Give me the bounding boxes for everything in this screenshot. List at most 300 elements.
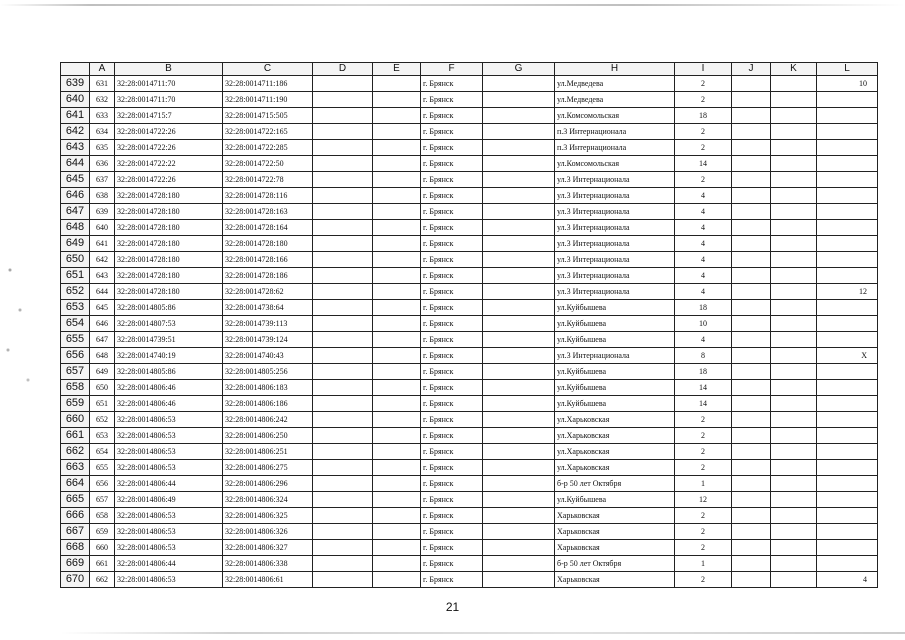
cell-l[interactable] xyxy=(817,380,878,396)
cell-f[interactable]: г. Брянск xyxy=(421,396,483,412)
cell-c[interactable]: 32:28:0014728:62 xyxy=(223,284,313,300)
cell-e[interactable] xyxy=(373,572,421,588)
cell-f[interactable]: г. Брянск xyxy=(421,332,483,348)
cell-f[interactable]: г. Брянск xyxy=(421,380,483,396)
cell-g[interactable] xyxy=(483,412,555,428)
cell-l[interactable] xyxy=(817,332,878,348)
cell-k[interactable] xyxy=(771,252,817,268)
cell-d[interactable] xyxy=(313,252,373,268)
cell-b[interactable]: 32:28:0014728:180 xyxy=(115,204,223,220)
cell-f[interactable]: г. Брянск xyxy=(421,108,483,124)
row-header[interactable]: 666 xyxy=(61,508,90,524)
cell-h[interactable]: ул.Медведева xyxy=(555,76,675,92)
cell-f[interactable]: г. Брянск xyxy=(421,76,483,92)
cell-b[interactable]: 32:28:0014722:26 xyxy=(115,172,223,188)
cell-f[interactable]: г. Брянск xyxy=(421,508,483,524)
cell-j[interactable] xyxy=(732,108,771,124)
cell-d[interactable] xyxy=(313,364,373,380)
cell-i[interactable]: 2 xyxy=(675,412,732,428)
cell-k[interactable] xyxy=(771,476,817,492)
column-header-i[interactable]: I xyxy=(675,63,732,76)
cell-e[interactable] xyxy=(373,204,421,220)
row-header[interactable]: 656 xyxy=(61,348,90,364)
cell-e[interactable] xyxy=(373,492,421,508)
cell-c[interactable]: 32:28:0014805:256 xyxy=(223,364,313,380)
cell-d[interactable] xyxy=(313,188,373,204)
cell-d[interactable] xyxy=(313,476,373,492)
cell-h[interactable]: б-р 50 лет Октября xyxy=(555,476,675,492)
cell-h[interactable]: ул.Куйбышева xyxy=(555,332,675,348)
cell-a[interactable]: 646 xyxy=(90,316,115,332)
cell-c[interactable]: 32:28:0014806:338 xyxy=(223,556,313,572)
cell-i[interactable]: 18 xyxy=(675,300,732,316)
cell-j[interactable] xyxy=(732,348,771,364)
cell-a[interactable]: 656 xyxy=(90,476,115,492)
cell-i[interactable]: 2 xyxy=(675,92,732,108)
row-header[interactable]: 642 xyxy=(61,124,90,140)
cell-c[interactable]: 32:28:0014806:183 xyxy=(223,380,313,396)
cell-a[interactable]: 637 xyxy=(90,172,115,188)
column-header-a[interactable]: A xyxy=(90,63,115,76)
cell-e[interactable] xyxy=(373,172,421,188)
cell-l[interactable] xyxy=(817,524,878,540)
row-header[interactable]: 661 xyxy=(61,428,90,444)
cell-e[interactable] xyxy=(373,348,421,364)
column-header-b[interactable]: B xyxy=(115,63,223,76)
cell-l[interactable] xyxy=(817,268,878,284)
cell-h[interactable]: ул.3 Интернационала xyxy=(555,220,675,236)
cell-j[interactable] xyxy=(732,572,771,588)
cell-c[interactable]: 32:28:0014728:164 xyxy=(223,220,313,236)
cell-g[interactable] xyxy=(483,364,555,380)
cell-b[interactable]: 32:28:0014806:46 xyxy=(115,380,223,396)
cell-h[interactable]: ул.Куйбышева xyxy=(555,396,675,412)
cell-i[interactable]: 14 xyxy=(675,156,732,172)
cell-b[interactable]: 32:28:0014805:86 xyxy=(115,364,223,380)
cell-j[interactable] xyxy=(732,476,771,492)
cell-e[interactable] xyxy=(373,268,421,284)
cell-f[interactable]: г. Брянск xyxy=(421,348,483,364)
cell-l[interactable] xyxy=(817,492,878,508)
cell-h[interactable]: ул.Медведева xyxy=(555,92,675,108)
row-header[interactable]: 653 xyxy=(61,300,90,316)
cell-b[interactable]: 32:28:0014806:53 xyxy=(115,428,223,444)
column-header-e[interactable]: E xyxy=(373,63,421,76)
cell-g[interactable] xyxy=(483,236,555,252)
cell-e[interactable] xyxy=(373,460,421,476)
cell-i[interactable]: 2 xyxy=(675,540,732,556)
cell-h[interactable]: ул.Харьковская xyxy=(555,444,675,460)
cell-h[interactable]: ул.3 Интернационала xyxy=(555,204,675,220)
cell-c[interactable]: 32:28:0014806:275 xyxy=(223,460,313,476)
cell-k[interactable] xyxy=(771,556,817,572)
cell-k[interactable] xyxy=(771,204,817,220)
column-header-h[interactable]: H xyxy=(555,63,675,76)
cell-b[interactable]: 32:28:0014739:51 xyxy=(115,332,223,348)
row-header[interactable]: 657 xyxy=(61,364,90,380)
cell-l[interactable] xyxy=(817,124,878,140)
cell-d[interactable] xyxy=(313,396,373,412)
cell-a[interactable]: 655 xyxy=(90,460,115,476)
cell-j[interactable] xyxy=(732,284,771,300)
cell-h[interactable]: Харьковская xyxy=(555,540,675,556)
cell-l[interactable] xyxy=(817,556,878,572)
cell-f[interactable]: г. Брянск xyxy=(421,140,483,156)
cell-f[interactable]: г. Брянск xyxy=(421,172,483,188)
cell-a[interactable]: 631 xyxy=(90,76,115,92)
cell-d[interactable] xyxy=(313,524,373,540)
cell-i[interactable]: 10 xyxy=(675,316,732,332)
cell-h[interactable]: б-р 50 лет Октября xyxy=(555,556,675,572)
cell-i[interactable]: 12 xyxy=(675,492,732,508)
row-header[interactable]: 647 xyxy=(61,204,90,220)
cell-d[interactable] xyxy=(313,204,373,220)
cell-i[interactable]: 2 xyxy=(675,76,732,92)
cell-c[interactable]: 32:28:0014728:166 xyxy=(223,252,313,268)
cell-g[interactable] xyxy=(483,172,555,188)
cell-k[interactable] xyxy=(771,492,817,508)
cell-k[interactable] xyxy=(771,316,817,332)
cell-g[interactable] xyxy=(483,252,555,268)
cell-g[interactable] xyxy=(483,508,555,524)
cell-d[interactable] xyxy=(313,508,373,524)
cell-g[interactable] xyxy=(483,204,555,220)
cell-f[interactable]: г. Брянск xyxy=(421,156,483,172)
cell-g[interactable] xyxy=(483,524,555,540)
cell-b[interactable]: 32:28:0014806:44 xyxy=(115,476,223,492)
cell-j[interactable] xyxy=(732,444,771,460)
row-header[interactable]: 664 xyxy=(61,476,90,492)
cell-k[interactable] xyxy=(771,572,817,588)
cell-b[interactable]: 32:28:0014807:53 xyxy=(115,316,223,332)
row-header[interactable]: 659 xyxy=(61,396,90,412)
row-header[interactable]: 655 xyxy=(61,332,90,348)
cell-e[interactable] xyxy=(373,156,421,172)
cell-h[interactable]: ул.3 Интернационала xyxy=(555,348,675,364)
cell-i[interactable]: 2 xyxy=(675,124,732,140)
cell-l[interactable]: 4 xyxy=(817,572,878,588)
cell-a[interactable]: 659 xyxy=(90,524,115,540)
cell-b[interactable]: 32:28:0014806:53 xyxy=(115,412,223,428)
cell-k[interactable] xyxy=(771,508,817,524)
cell-c[interactable]: 32:28:0014806:186 xyxy=(223,396,313,412)
cell-h[interactable]: ул.Харьковская xyxy=(555,460,675,476)
cell-d[interactable] xyxy=(313,300,373,316)
row-header[interactable]: 663 xyxy=(61,460,90,476)
cell-k[interactable] xyxy=(771,460,817,476)
row-header[interactable]: 662 xyxy=(61,444,90,460)
cell-g[interactable] xyxy=(483,396,555,412)
cell-g[interactable] xyxy=(483,316,555,332)
cell-l[interactable] xyxy=(817,188,878,204)
cell-f[interactable]: г. Брянск xyxy=(421,188,483,204)
row-header[interactable]: 660 xyxy=(61,412,90,428)
cell-j[interactable] xyxy=(732,460,771,476)
cell-i[interactable]: 2 xyxy=(675,508,732,524)
row-header[interactable]: 667 xyxy=(61,524,90,540)
column-header-g[interactable]: G xyxy=(483,63,555,76)
cell-i[interactable]: 2 xyxy=(675,140,732,156)
cell-f[interactable]: г. Брянск xyxy=(421,540,483,556)
cell-g[interactable] xyxy=(483,476,555,492)
cell-g[interactable] xyxy=(483,444,555,460)
cell-i[interactable]: 2 xyxy=(675,172,732,188)
cell-l[interactable]: 12 xyxy=(817,284,878,300)
cell-b[interactable]: 32:28:0014711:70 xyxy=(115,76,223,92)
cell-d[interactable] xyxy=(313,172,373,188)
row-header[interactable]: 658 xyxy=(61,380,90,396)
cell-i[interactable]: 4 xyxy=(675,332,732,348)
cell-c[interactable]: 32:28:0014722:50 xyxy=(223,156,313,172)
cell-f[interactable]: г. Брянск xyxy=(421,124,483,140)
cell-g[interactable] xyxy=(483,92,555,108)
cell-j[interactable] xyxy=(732,236,771,252)
cell-d[interactable] xyxy=(313,76,373,92)
cell-e[interactable] xyxy=(373,332,421,348)
cell-c[interactable]: 32:28:0014728:186 xyxy=(223,268,313,284)
cell-h[interactable]: ул.Харьковская xyxy=(555,412,675,428)
cell-h[interactable]: ул.Комсомольская xyxy=(555,108,675,124)
column-header-j[interactable]: J xyxy=(732,63,771,76)
cell-c[interactable]: 32:28:0014722:285 xyxy=(223,140,313,156)
cell-j[interactable] xyxy=(732,220,771,236)
cell-j[interactable] xyxy=(732,540,771,556)
cell-d[interactable] xyxy=(313,284,373,300)
cell-f[interactable]: г. Брянск xyxy=(421,92,483,108)
cell-j[interactable] xyxy=(732,508,771,524)
cell-e[interactable] xyxy=(373,220,421,236)
cell-j[interactable] xyxy=(732,332,771,348)
cell-f[interactable]: г. Брянск xyxy=(421,284,483,300)
cell-e[interactable] xyxy=(373,524,421,540)
row-header[interactable]: 668 xyxy=(61,540,90,556)
cell-l[interactable] xyxy=(817,396,878,412)
cell-b[interactable]: 32:28:0014728:180 xyxy=(115,220,223,236)
cell-k[interactable] xyxy=(771,396,817,412)
cell-a[interactable]: 632 xyxy=(90,92,115,108)
cell-f[interactable]: г. Брянск xyxy=(421,492,483,508)
cell-j[interactable] xyxy=(732,268,771,284)
cell-i[interactable]: 1 xyxy=(675,476,732,492)
cell-b[interactable]: 32:28:0014728:180 xyxy=(115,252,223,268)
cell-d[interactable] xyxy=(313,108,373,124)
cell-e[interactable] xyxy=(373,444,421,460)
cell-h[interactable]: ул.Харьковская xyxy=(555,428,675,444)
cell-g[interactable] xyxy=(483,460,555,476)
cell-b[interactable]: 32:28:0014728:180 xyxy=(115,188,223,204)
cell-h[interactable]: ул.3 Интернационала xyxy=(555,284,675,300)
cell-g[interactable] xyxy=(483,268,555,284)
cell-c[interactable]: 32:28:0014722:78 xyxy=(223,172,313,188)
cell-f[interactable]: г. Брянск xyxy=(421,524,483,540)
cell-c[interactable]: 32:28:0014806:327 xyxy=(223,540,313,556)
cell-e[interactable] xyxy=(373,284,421,300)
cell-l[interactable] xyxy=(817,412,878,428)
cell-f[interactable]: г. Брянск xyxy=(421,236,483,252)
cell-e[interactable] xyxy=(373,364,421,380)
column-header-d[interactable]: D xyxy=(313,63,373,76)
cell-c[interactable]: 32:28:0014806:251 xyxy=(223,444,313,460)
cell-g[interactable] xyxy=(483,540,555,556)
cell-i[interactable]: 4 xyxy=(675,284,732,300)
row-header[interactable]: 640 xyxy=(61,92,90,108)
row-header[interactable]: 646 xyxy=(61,188,90,204)
column-header-k[interactable]: K xyxy=(771,63,817,76)
cell-k[interactable] xyxy=(771,268,817,284)
cell-a[interactable]: 641 xyxy=(90,236,115,252)
cell-b[interactable]: 32:28:0014806:46 xyxy=(115,396,223,412)
cell-c[interactable]: 32:28:0014806:61 xyxy=(223,572,313,588)
cell-g[interactable] xyxy=(483,348,555,364)
cell-g[interactable] xyxy=(483,428,555,444)
cell-g[interactable] xyxy=(483,300,555,316)
cell-d[interactable] xyxy=(313,380,373,396)
cell-c[interactable]: 32:28:0014739:124 xyxy=(223,332,313,348)
cell-g[interactable] xyxy=(483,380,555,396)
cell-k[interactable] xyxy=(771,300,817,316)
cell-e[interactable] xyxy=(373,92,421,108)
cell-j[interactable] xyxy=(732,412,771,428)
row-header[interactable]: 645 xyxy=(61,172,90,188)
cell-a[interactable]: 647 xyxy=(90,332,115,348)
cell-d[interactable] xyxy=(313,492,373,508)
cell-i[interactable]: 4 xyxy=(675,236,732,252)
cell-g[interactable] xyxy=(483,108,555,124)
cell-f[interactable]: г. Брянск xyxy=(421,428,483,444)
cell-l[interactable] xyxy=(817,508,878,524)
cell-i[interactable]: 1 xyxy=(675,556,732,572)
cell-f[interactable]: г. Брянск xyxy=(421,220,483,236)
cell-e[interactable] xyxy=(373,76,421,92)
cell-h[interactable]: Харьковская xyxy=(555,572,675,588)
cell-l[interactable] xyxy=(817,444,878,460)
cell-c[interactable]: 32:28:0014728:163 xyxy=(223,204,313,220)
cell-k[interactable] xyxy=(771,92,817,108)
cell-k[interactable] xyxy=(771,76,817,92)
cell-k[interactable] xyxy=(771,108,817,124)
cell-i[interactable]: 4 xyxy=(675,188,732,204)
cell-l[interactable] xyxy=(817,300,878,316)
cell-d[interactable] xyxy=(313,572,373,588)
cell-l[interactable] xyxy=(817,172,878,188)
cell-a[interactable]: 643 xyxy=(90,268,115,284)
cell-l[interactable] xyxy=(817,108,878,124)
cell-c[interactable]: 32:28:0014722:165 xyxy=(223,124,313,140)
cell-l[interactable] xyxy=(817,140,878,156)
cell-c[interactable]: 32:28:0014738:64 xyxy=(223,300,313,316)
cell-l[interactable] xyxy=(817,220,878,236)
cell-e[interactable] xyxy=(373,188,421,204)
cell-c[interactable]: 32:28:0014806:324 xyxy=(223,492,313,508)
cell-l[interactable]: 10 xyxy=(817,76,878,92)
cell-k[interactable] xyxy=(771,140,817,156)
cell-d[interactable] xyxy=(313,348,373,364)
cell-j[interactable] xyxy=(732,492,771,508)
cell-c[interactable]: 32:28:0014806:250 xyxy=(223,428,313,444)
cell-e[interactable] xyxy=(373,108,421,124)
cell-j[interactable] xyxy=(732,316,771,332)
cell-j[interactable] xyxy=(732,204,771,220)
cell-a[interactable]: 639 xyxy=(90,204,115,220)
cell-e[interactable] xyxy=(373,428,421,444)
cell-b[interactable]: 32:28:0014722:26 xyxy=(115,124,223,140)
cell-k[interactable] xyxy=(771,428,817,444)
cell-k[interactable] xyxy=(771,124,817,140)
cell-b[interactable]: 32:28:0014728:180 xyxy=(115,268,223,284)
cell-d[interactable] xyxy=(313,124,373,140)
cell-a[interactable]: 640 xyxy=(90,220,115,236)
cell-g[interactable] xyxy=(483,220,555,236)
cell-a[interactable]: 642 xyxy=(90,252,115,268)
cell-b[interactable]: 32:28:0014805:86 xyxy=(115,300,223,316)
cell-a[interactable]: 633 xyxy=(90,108,115,124)
cell-a[interactable]: 654 xyxy=(90,444,115,460)
cell-f[interactable]: г. Брянск xyxy=(421,252,483,268)
cell-i[interactable]: 4 xyxy=(675,268,732,284)
cell-g[interactable] xyxy=(483,140,555,156)
cell-c[interactable]: 32:28:0014806:325 xyxy=(223,508,313,524)
cell-d[interactable] xyxy=(313,220,373,236)
cell-f[interactable]: г. Брянск xyxy=(421,476,483,492)
cell-c[interactable]: 32:28:0014806:296 xyxy=(223,476,313,492)
row-header[interactable]: 644 xyxy=(61,156,90,172)
cell-i[interactable]: 4 xyxy=(675,204,732,220)
cell-c[interactable]: 32:28:0014728:116 xyxy=(223,188,313,204)
column-header-c[interactable]: C xyxy=(223,63,313,76)
cell-d[interactable] xyxy=(313,92,373,108)
cell-f[interactable]: г. Брянск xyxy=(421,364,483,380)
cell-a[interactable]: 661 xyxy=(90,556,115,572)
row-header[interactable]: 643 xyxy=(61,140,90,156)
cell-l[interactable] xyxy=(817,236,878,252)
cell-b[interactable]: 32:28:0014806:53 xyxy=(115,444,223,460)
cell-g[interactable] xyxy=(483,556,555,572)
cell-k[interactable] xyxy=(771,220,817,236)
cell-k[interactable] xyxy=(771,540,817,556)
cell-j[interactable] xyxy=(732,188,771,204)
cell-h[interactable]: ул.3 Интернационала xyxy=(555,252,675,268)
cell-g[interactable] xyxy=(483,572,555,588)
cell-b[interactable]: 32:28:0014806:53 xyxy=(115,572,223,588)
cell-a[interactable]: 648 xyxy=(90,348,115,364)
row-header[interactable]: 648 xyxy=(61,220,90,236)
cell-k[interactable] xyxy=(771,380,817,396)
cell-a[interactable]: 660 xyxy=(90,540,115,556)
cell-a[interactable]: 635 xyxy=(90,140,115,156)
cell-e[interactable] xyxy=(373,508,421,524)
cell-b[interactable]: 32:28:0014728:180 xyxy=(115,284,223,300)
cell-a[interactable]: 645 xyxy=(90,300,115,316)
cell-h[interactable]: п.3 Интернационала xyxy=(555,124,675,140)
cell-j[interactable] xyxy=(732,428,771,444)
cell-k[interactable] xyxy=(771,348,817,364)
cell-d[interactable] xyxy=(313,140,373,156)
cell-d[interactable] xyxy=(313,156,373,172)
cell-i[interactable]: 4 xyxy=(675,252,732,268)
column-header-f[interactable]: F xyxy=(421,63,483,76)
cell-j[interactable] xyxy=(732,92,771,108)
cell-c[interactable]: 32:28:0014739:113 xyxy=(223,316,313,332)
cell-i[interactable]: 18 xyxy=(675,108,732,124)
cell-f[interactable]: г. Брянск xyxy=(421,316,483,332)
cell-j[interactable] xyxy=(732,252,771,268)
cell-h[interactable]: Харьковская xyxy=(555,508,675,524)
cell-h[interactable]: ул.Комсомольская xyxy=(555,156,675,172)
cell-b[interactable]: 32:28:0014722:22 xyxy=(115,156,223,172)
cell-b[interactable]: 32:28:0014806:53 xyxy=(115,524,223,540)
cell-e[interactable] xyxy=(373,236,421,252)
cell-g[interactable] xyxy=(483,188,555,204)
